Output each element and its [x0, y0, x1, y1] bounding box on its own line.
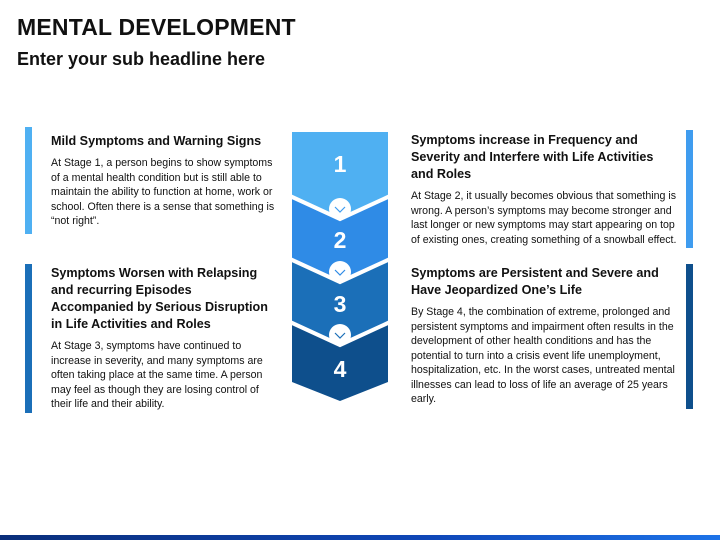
chevron-down-icon — [329, 198, 351, 220]
stage-3-heading: Symptoms Worsen with Relapsing and recurring Episodes Accompanied by Serious Disruption in Life Activities and Roles — [51, 266, 268, 331]
stage-4-card — [410, 264, 698, 409]
stage-2-body: At Stage 2, it usually becomes obvious that something is wrong. A person’s symptoms may become stronger and last longer or new symptoms may start appearing on top of existing ones, creating something of a snowball effect. — [411, 190, 677, 246]
footer-bar — [0, 535, 720, 540]
stage-4-accent-bar — [686, 264, 693, 409]
stage-2-accent-bar — [686, 130, 693, 248]
stage-3-accent-bar — [25, 264, 32, 413]
stage-1-number: 1 — [333, 151, 347, 177]
stage-1-heading: Mild Symptoms and Warning Signs — [51, 134, 262, 148]
stage-4-number: 4 — [333, 356, 347, 382]
stage-3-body: At Stage 3, symptoms have continued to increase in severity, and many symptoms are often taking place at the same time. A person may feel as though they are losing control of their life and their ability. — [51, 340, 263, 410]
chevron-down-icon — [329, 324, 351, 346]
page-title: MENTAL DEVELOPMENT — [17, 14, 296, 40]
stage-4-body: By Stage 4, the combination of extreme, prolonged and persistent symptoms and impairment often results in the development of other health conditions and has the potential to turn into a crisis event life unemployment, hospitalization, etc. In the worst cases, untreated mental illnesses can lead to loss of life an average of 25 years early. — [411, 306, 675, 405]
page-subtitle: Enter your sub headline here — [17, 49, 266, 69]
stage-1-accent-bar — [25, 127, 32, 234]
stage-2-card — [410, 130, 698, 248]
stage-3-number: 3 — [333, 291, 347, 317]
chevron-down-icon — [329, 261, 351, 283]
stage-3-card — [25, 264, 275, 413]
stage-1-body: At Stage 1, a person begins to show symptoms of a mental health condition but is still able to maintain the ability to function at home, work or school. Often there is a sense that something is “not right”. — [51, 157, 275, 227]
stage-arrow-graphic — [290, 127, 394, 403]
stage-2-number: 2 — [333, 227, 347, 253]
stage-4-heading: Symptoms are Persistent and Severe and Have Jeopardized One’s Life — [411, 266, 659, 297]
stage-1-card — [25, 127, 275, 234]
stage-2-heading: Symptoms increase in Frequency and Severity and Interfere with Life Activities and Roles — [411, 133, 654, 181]
